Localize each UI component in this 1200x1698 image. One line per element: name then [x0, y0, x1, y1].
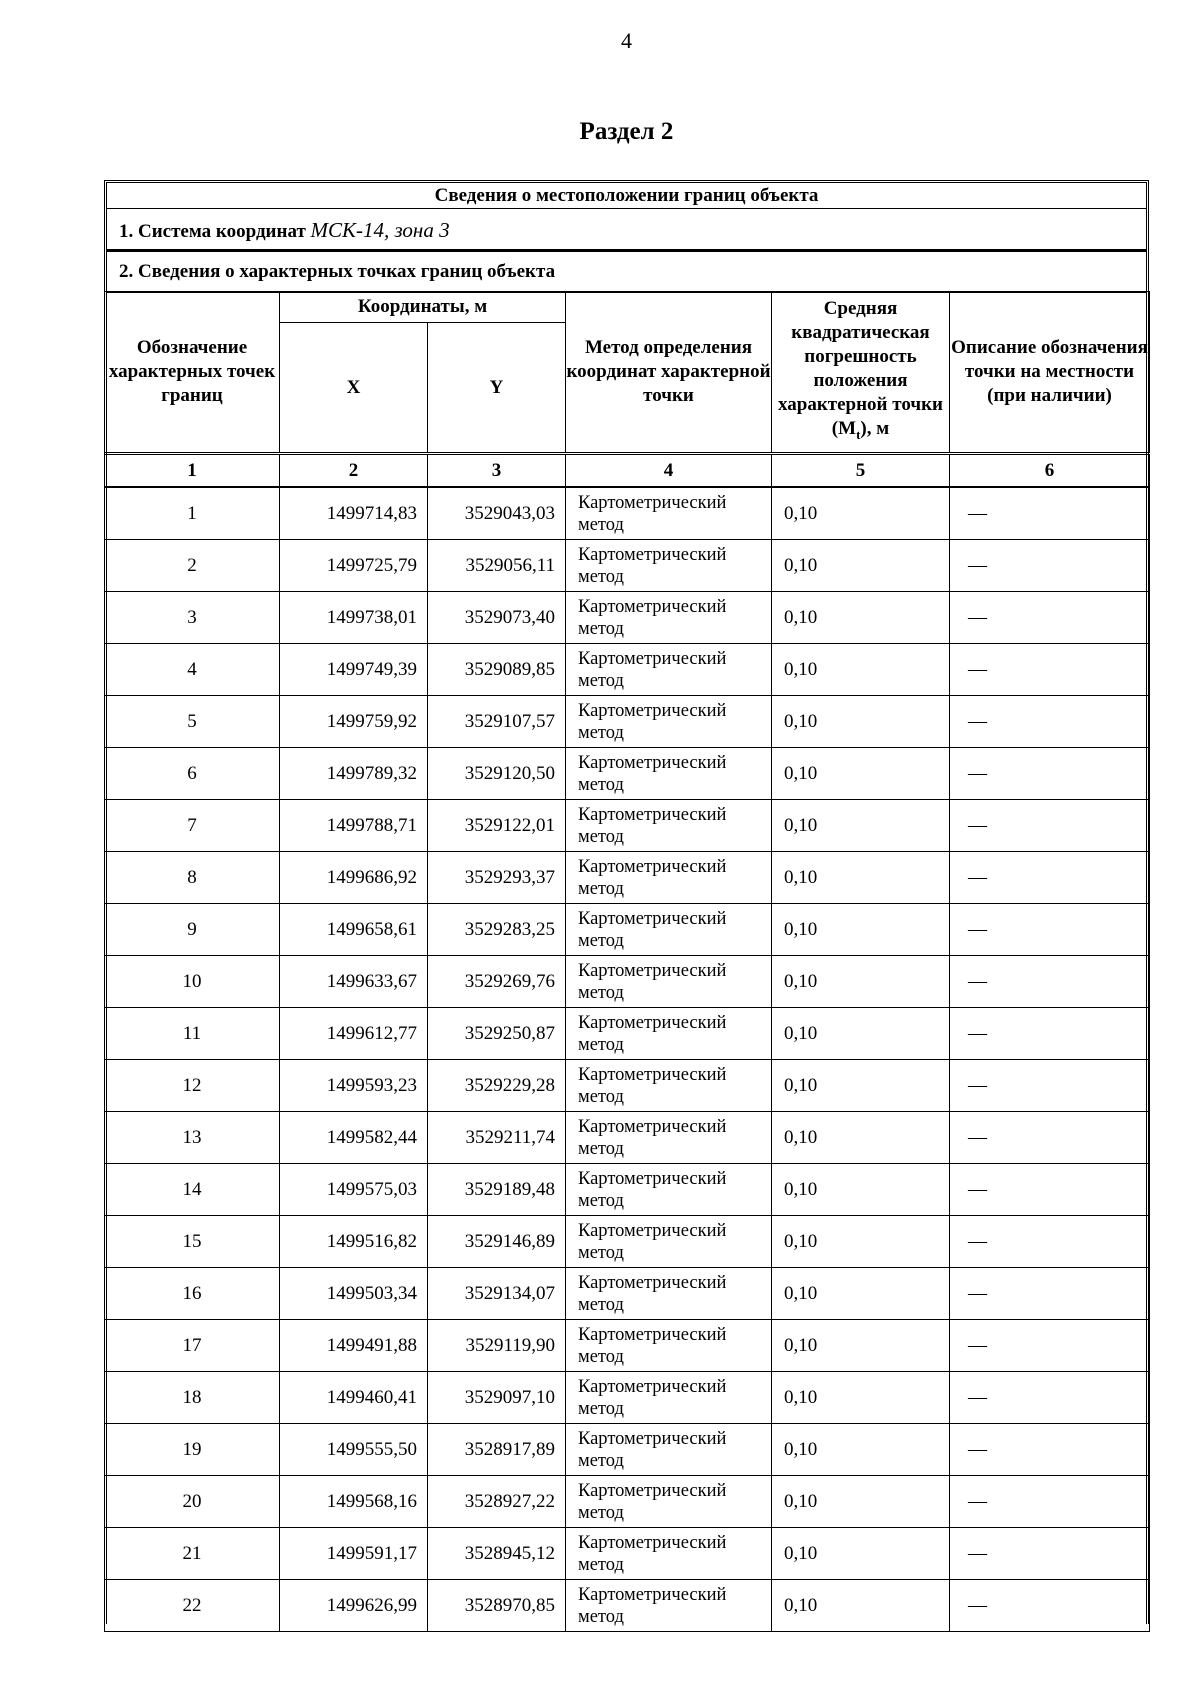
- point-x: 1499749,39: [280, 644, 428, 696]
- point-error: 0,10: [772, 1164, 950, 1216]
- coord-system-value: МСК-14, зона 3: [310, 218, 450, 242]
- point-error: 0,10: [772, 1424, 950, 1476]
- point-description: —: [950, 1164, 1150, 1216]
- table-row: [105, 696, 1150, 748]
- table-row: [105, 1424, 1150, 1476]
- point-x: 1499593,23: [280, 1060, 428, 1112]
- point-x: 1499789,32: [280, 748, 428, 800]
- point-error: 0,10: [772, 592, 950, 644]
- point-number: 4: [105, 644, 280, 696]
- point-method: Картометрический метод: [566, 1164, 772, 1216]
- point-number: 12: [105, 1060, 280, 1112]
- table-row: [105, 644, 1150, 696]
- point-method: Картометрический метод: [566, 644, 772, 696]
- point-method: Картометрический метод: [566, 487, 772, 540]
- point-error: 0,10: [772, 956, 950, 1008]
- point-method: Картометрический метод: [566, 1580, 772, 1632]
- point-x: 1499555,50: [280, 1424, 428, 1476]
- point-error: 0,10: [772, 904, 950, 956]
- point-x: 1499568,16: [280, 1476, 428, 1528]
- point-method: Картометрический метод: [566, 852, 772, 904]
- point-error: 0,10: [772, 1320, 950, 1372]
- point-description: —: [950, 1528, 1150, 1580]
- header-method: Метод определения координат характерной точки: [566, 292, 772, 454]
- point-description: —: [950, 800, 1150, 852]
- point-number: 3: [105, 592, 280, 644]
- point-number: 2: [105, 540, 280, 592]
- point-error: 0,10: [772, 540, 950, 592]
- column-number: 5: [772, 454, 950, 488]
- point-number: 20: [105, 1476, 280, 1528]
- point-description: —: [950, 696, 1150, 748]
- point-description: —: [950, 1060, 1150, 1112]
- coord-system-label: 1. Система координат: [119, 221, 306, 242]
- table-row: [105, 1216, 1150, 1268]
- point-y: 3529097,10: [428, 1372, 566, 1424]
- point-number: 13: [105, 1112, 280, 1164]
- point-x: 1499460,41: [280, 1372, 428, 1424]
- point-error: 0,10: [772, 1060, 950, 1112]
- point-number: 9: [105, 904, 280, 956]
- point-number: 19: [105, 1424, 280, 1476]
- table-row: [105, 904, 1150, 956]
- point-y: 3529211,74: [428, 1112, 566, 1164]
- point-x: 1499582,44: [280, 1112, 428, 1164]
- point-error: 0,10: [772, 1528, 950, 1580]
- point-y: 3529146,89: [428, 1216, 566, 1268]
- point-description: —: [950, 540, 1150, 592]
- point-method: Картометрический метод: [566, 1424, 772, 1476]
- points-title: 2. Сведения о характерных точках границ объекта: [107, 251, 1146, 293]
- header-x: X: [280, 323, 428, 454]
- point-y: 3529056,11: [428, 540, 566, 592]
- point-x: 1499738,01: [280, 592, 428, 644]
- point-y: 3529283,25: [428, 904, 566, 956]
- point-description: —: [950, 1008, 1150, 1060]
- point-y: 3529107,57: [428, 696, 566, 748]
- header-y: Y: [428, 323, 566, 454]
- point-method: Картометрический метод: [566, 956, 772, 1008]
- point-method: Картометрический метод: [566, 1528, 772, 1580]
- column-number: 6: [950, 454, 1150, 488]
- header-coords: Координаты, м: [280, 292, 566, 323]
- point-number: 10: [105, 956, 280, 1008]
- point-method: Картометрический метод: [566, 1008, 772, 1060]
- point-number: 8: [105, 852, 280, 904]
- point-method: Картометрический метод: [566, 540, 772, 592]
- point-method: Картометрический метод: [566, 1216, 772, 1268]
- point-error: 0,10: [772, 487, 950, 540]
- table-row: [105, 1528, 1150, 1580]
- point-error: 0,10: [772, 1476, 950, 1528]
- point-x: 1499686,92: [280, 852, 428, 904]
- point-number: 1: [105, 487, 280, 540]
- table-row: [105, 956, 1150, 1008]
- table-row: [105, 540, 1150, 592]
- point-number: 16: [105, 1268, 280, 1320]
- header-error-sub: t: [856, 426, 861, 442]
- column-number: 1: [105, 454, 280, 488]
- table-row: [105, 1476, 1150, 1528]
- point-y: 3529043,03: [428, 487, 566, 540]
- table-row: [105, 748, 1150, 800]
- point-x: 1499725,79: [280, 540, 428, 592]
- point-x: 1499612,77: [280, 1008, 428, 1060]
- point-description: —: [950, 852, 1150, 904]
- point-x: 1499788,71: [280, 800, 428, 852]
- point-number: 7: [105, 800, 280, 852]
- point-method: Картометрический метод: [566, 904, 772, 956]
- point-method: Картометрический метод: [566, 1268, 772, 1320]
- point-description: —: [950, 1320, 1150, 1372]
- point-description: —: [950, 592, 1150, 644]
- column-number-row: [105, 454, 1150, 488]
- point-number: 6: [105, 748, 280, 800]
- point-x: 1499714,83: [280, 487, 428, 540]
- point-y: 3528945,12: [428, 1528, 566, 1580]
- point-error: 0,10: [772, 1112, 950, 1164]
- column-number: 3: [428, 454, 566, 488]
- point-number: 14: [105, 1164, 280, 1216]
- point-description: —: [950, 956, 1150, 1008]
- table-row: [105, 1164, 1150, 1216]
- point-error: 0,10: [772, 800, 950, 852]
- point-error: 0,10: [772, 696, 950, 748]
- page-number: 4: [621, 28, 632, 53]
- table-row: [105, 592, 1150, 644]
- point-description: —: [950, 748, 1150, 800]
- point-error: 0,10: [772, 1008, 950, 1060]
- table-row: [105, 1320, 1150, 1372]
- table-row: [105, 852, 1150, 904]
- table-row: [105, 1060, 1150, 1112]
- block-title: Сведения о местоположении границ объекта: [107, 183, 1146, 209]
- point-number: 5: [105, 696, 280, 748]
- point-x: 1499503,34: [280, 1268, 428, 1320]
- point-x: 1499626,99: [280, 1580, 428, 1632]
- boundary-points-table: [104, 291, 1150, 1632]
- point-error: 0,10: [772, 644, 950, 696]
- point-description: —: [950, 1580, 1150, 1632]
- point-description: —: [950, 644, 1150, 696]
- point-number: 18: [105, 1372, 280, 1424]
- point-number: 15: [105, 1216, 280, 1268]
- column-number: 4: [566, 454, 772, 488]
- point-x: 1499759,92: [280, 696, 428, 748]
- point-y: 3529134,07: [428, 1268, 566, 1320]
- point-y: 3529122,01: [428, 800, 566, 852]
- point-description: —: [950, 1424, 1150, 1476]
- header-description: Описание обозначения точки на местности (при наличии): [950, 292, 1150, 454]
- coord-system-line: [107, 209, 1146, 251]
- point-error: 0,10: [772, 1268, 950, 1320]
- point-y: 3528970,85: [428, 1580, 566, 1632]
- point-y: 3529269,76: [428, 956, 566, 1008]
- table-row: [105, 1008, 1150, 1060]
- point-y: 3529120,50: [428, 748, 566, 800]
- point-method: Картометрический метод: [566, 1060, 772, 1112]
- point-number: 11: [105, 1008, 280, 1060]
- point-method: Картометрический метод: [566, 696, 772, 748]
- point-description: —: [950, 1216, 1150, 1268]
- point-x: 1499516,82: [280, 1216, 428, 1268]
- table-row: [105, 1268, 1150, 1320]
- column-number: 2: [280, 454, 428, 488]
- point-method: Картометрический метод: [566, 748, 772, 800]
- header-designation: Обозначение характерных точек границ: [105, 292, 280, 454]
- header-error-text: Средняя квадратическая погрешность положения характерной точки (M: [778, 298, 943, 440]
- point-method: Картометрический метод: [566, 1112, 772, 1164]
- point-description: —: [950, 487, 1150, 540]
- point-y: 3529089,85: [428, 644, 566, 696]
- point-description: —: [950, 1112, 1150, 1164]
- section-title: Раздел 2: [579, 118, 674, 145]
- table-row: [105, 1372, 1150, 1424]
- point-description: —: [950, 1372, 1150, 1424]
- point-number: 21: [105, 1528, 280, 1580]
- point-x: 1499591,17: [280, 1528, 428, 1580]
- header-error: [772, 292, 950, 454]
- point-y: 3528927,22: [428, 1476, 566, 1528]
- table-row: [105, 1112, 1150, 1164]
- point-y: 3529229,28: [428, 1060, 566, 1112]
- point-description: —: [950, 1476, 1150, 1528]
- point-method: Картометрический метод: [566, 800, 772, 852]
- table-row: [105, 487, 1150, 540]
- point-x: 1499575,03: [280, 1164, 428, 1216]
- point-method: Картометрический метод: [566, 1476, 772, 1528]
- point-error: 0,10: [772, 748, 950, 800]
- header-error-tail: ), м: [860, 418, 890, 440]
- point-error: 0,10: [772, 1580, 950, 1632]
- point-method: Картометрический метод: [566, 592, 772, 644]
- point-number: 17: [105, 1320, 280, 1372]
- point-y: 3529073,40: [428, 592, 566, 644]
- point-x: 1499658,61: [280, 904, 428, 956]
- point-y: 3529250,87: [428, 1008, 566, 1060]
- point-x: 1499491,88: [280, 1320, 428, 1372]
- point-method: Картометрический метод: [566, 1320, 772, 1372]
- point-y: 3529189,48: [428, 1164, 566, 1216]
- point-y: 3528917,89: [428, 1424, 566, 1476]
- point-x: 1499633,67: [280, 956, 428, 1008]
- table-row: [105, 1580, 1150, 1632]
- table-row: [105, 800, 1150, 852]
- point-error: 0,10: [772, 852, 950, 904]
- point-description: —: [950, 904, 1150, 956]
- point-number: 22: [105, 1580, 280, 1632]
- point-method: Картометрический метод: [566, 1372, 772, 1424]
- point-y: 3529293,37: [428, 852, 566, 904]
- point-error: 0,10: [772, 1216, 950, 1268]
- point-error: 0,10: [772, 1372, 950, 1424]
- point-y: 3529119,90: [428, 1320, 566, 1372]
- point-description: —: [950, 1268, 1150, 1320]
